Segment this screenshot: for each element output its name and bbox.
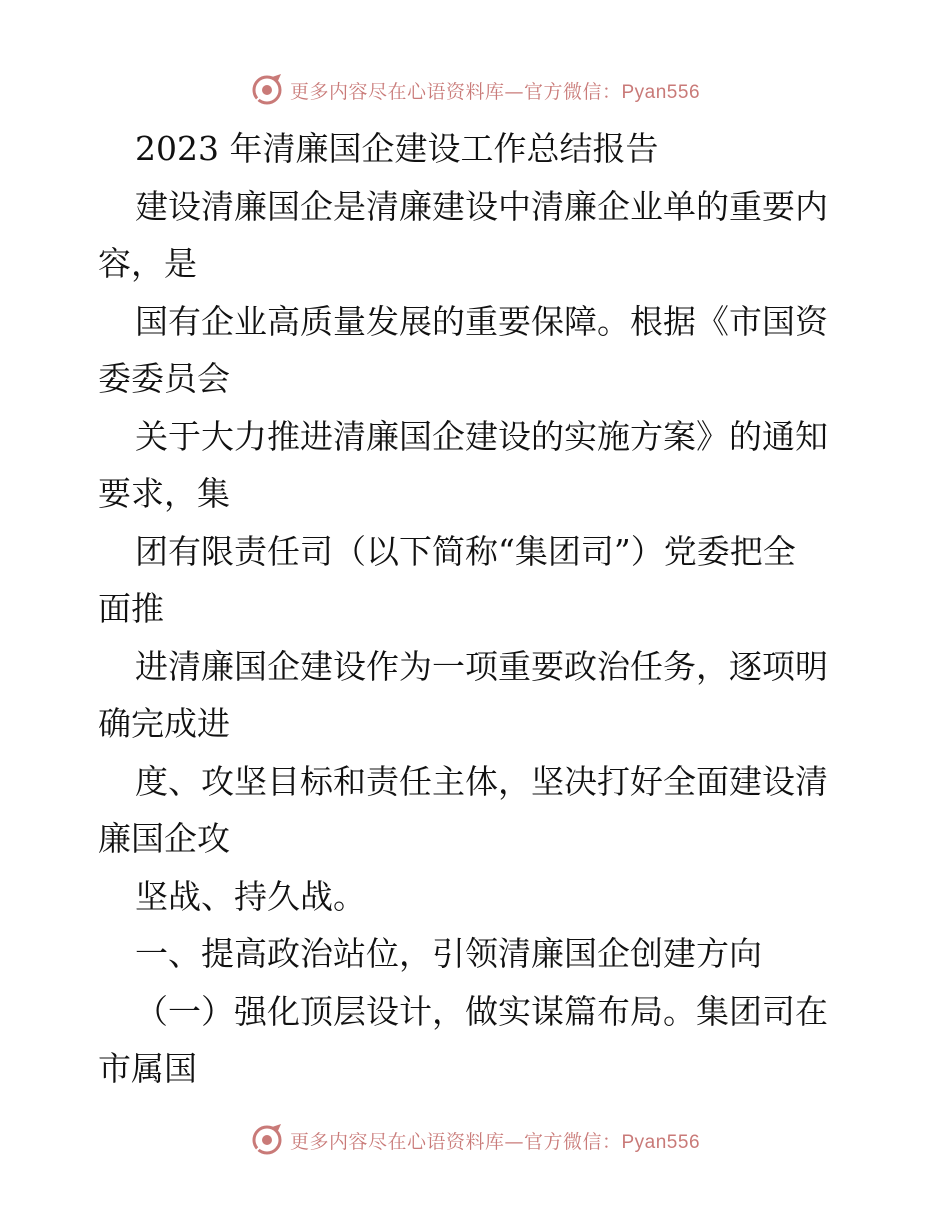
text-line: 市属国	[98, 1049, 197, 1088]
text-line: 面推	[98, 589, 164, 628]
text-line: 容，是	[98, 244, 197, 283]
document-body	[98, 120, 858, 1098]
watermark-footer	[0, 1118, 950, 1162]
text-line: 坚战、持久战。	[135, 876, 366, 916]
watermark-header	[0, 68, 950, 112]
watermark-wechat-id: Pyan556	[621, 1131, 701, 1153]
text-line: 进清廉国企建设作为一项重要政治任务，逐项明	[135, 646, 828, 686]
pen-logo-icon	[250, 73, 284, 107]
pen-logo-icon	[250, 1123, 284, 1157]
text-line: 确完成进	[98, 704, 230, 743]
text-line: 国有企业高质量发展的重要保障。根据《市国资	[135, 301, 828, 341]
text-line: 关于大力推进清廉国企建设的实施方案》的通知	[135, 416, 828, 456]
text-line: 建设清廉国企是清廉建设中清廉企业单的重要内	[135, 186, 828, 226]
text-line: 2023 年清廉国企建设工作总结报告	[135, 129, 659, 168]
text-line: 一、提高政治站位，引领清廉国企创建方向	[135, 934, 762, 973]
text-line: 廉国企攻	[98, 819, 230, 858]
text-line: 度、攻坚目标和责任主体，坚决打好全面建设清	[135, 761, 828, 801]
text-line: 团有限责任司（以下简称“集团司”）党委把全	[135, 531, 796, 571]
watermark-text: 更多内容尽在心语资料库—官方微信：Pyan556	[289, 80, 701, 103]
watermark-text: 更多内容尽在心语资料库—官方微信：Pyan556	[289, 1130, 701, 1153]
text-line: （一）强化顶层设计，做实谋篇布局。集团司在	[135, 991, 828, 1031]
text-line: 要求，集	[98, 474, 230, 513]
text-line: 委委员会	[98, 359, 230, 398]
watermark-wechat-id: Pyan556	[621, 81, 701, 103]
